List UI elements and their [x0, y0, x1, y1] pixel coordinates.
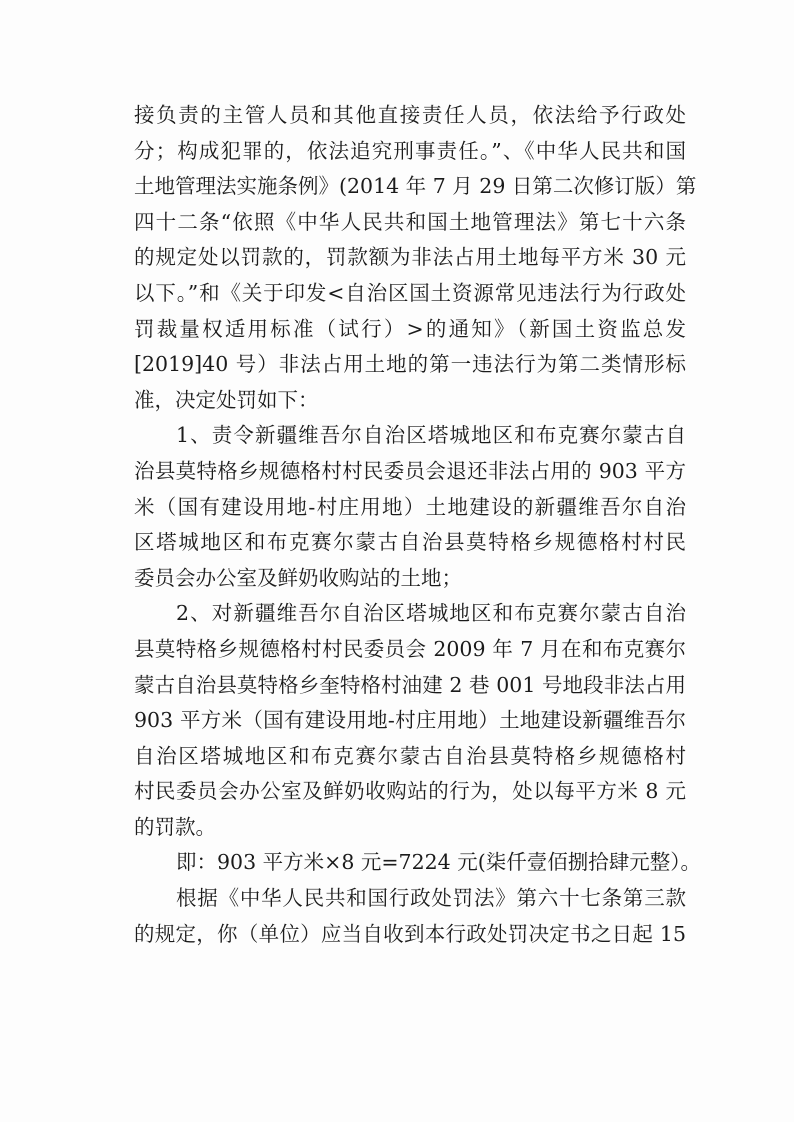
text-line: 区塔城地区和布克赛尔蒙古自治县莫特格乡规德格村村民 — [134, 530, 686, 555]
text-line: 准，决定处罚如下： — [134, 387, 319, 412]
text-line: 治县莫特格乡规德格村村民委员会退还非法占用的 903 平方 — [134, 458, 686, 483]
text-line: 土地管理法实施条例》(2014 年 7 月 29 日第二次修订版）第 — [134, 174, 697, 199]
text-line: 分；构成犯罪的，依法追究刑事责任。”、《中华人民共和国 — [134, 138, 686, 163]
text-line: 即：903 平方米×8 元=7224 元(柒仟壹佰捌拾肆元整）。 — [176, 850, 701, 875]
text-line: 根据《中华人民共和国行政处罚法》第六十七条第三款 — [176, 886, 686, 911]
text-line: 以下。”和《关于印发<自治区国土资源常见违法行为行政处 — [134, 280, 686, 305]
text-line: 2、对新疆维吾尔自治区塔城地区和布克赛尔蒙古自治 — [176, 601, 686, 626]
text-line: 的罚款。 — [134, 814, 216, 839]
text-line: 四十二条“依照《中华人民共和国土地管理法》第七十六条 — [134, 209, 686, 234]
text-line: 蒙古自治县莫特格乡奎特格村油建 2 巷 001 号地段非法占用 — [134, 672, 686, 697]
text-line: 委员会办公室及鲜奶收购站的土地； — [134, 565, 462, 590]
text-line: 村民委员会办公室及鲜奶收购站的行为，处以每平方米 8 元 — [134, 779, 686, 804]
text-line: 的规定处以罚款的，罚款额为非法占用土地每平方米 30 元 — [134, 245, 686, 270]
text-line: 903 平方米（国有建设用地-村庄用地）土地建设新疆维吾尔 — [134, 708, 686, 733]
text-line: [2019]40 号）非法占用土地的第一违法行为第二类情形标 — [134, 352, 686, 377]
text-line: 1、责令新疆维吾尔自治区塔城地区和布克赛尔蒙古自 — [176, 423, 686, 448]
text-line: 县莫特格乡规德格村村民委员会 2009 年 7 月在和布克赛尔 — [134, 636, 686, 661]
text-line: 米（国有建设用地-村庄用地）土地建设的新疆维吾尔自治 — [134, 494, 686, 519]
text-line: 自治区塔城地区和布克赛尔蒙古自治县莫特格乡规德格村 — [134, 743, 686, 768]
text-line: 的规定，你（单位）应当自收到本行政处罚决定书之日起 15 — [134, 921, 686, 946]
document-body — [134, 98, 701, 952]
text-line: 接负责的主管人员和其他直接责任人员，依法给予行政处 — [134, 103, 686, 127]
text-line: 罚裁量权适用标准（试行）>的通知》（新国土资监总发 — [134, 316, 686, 341]
